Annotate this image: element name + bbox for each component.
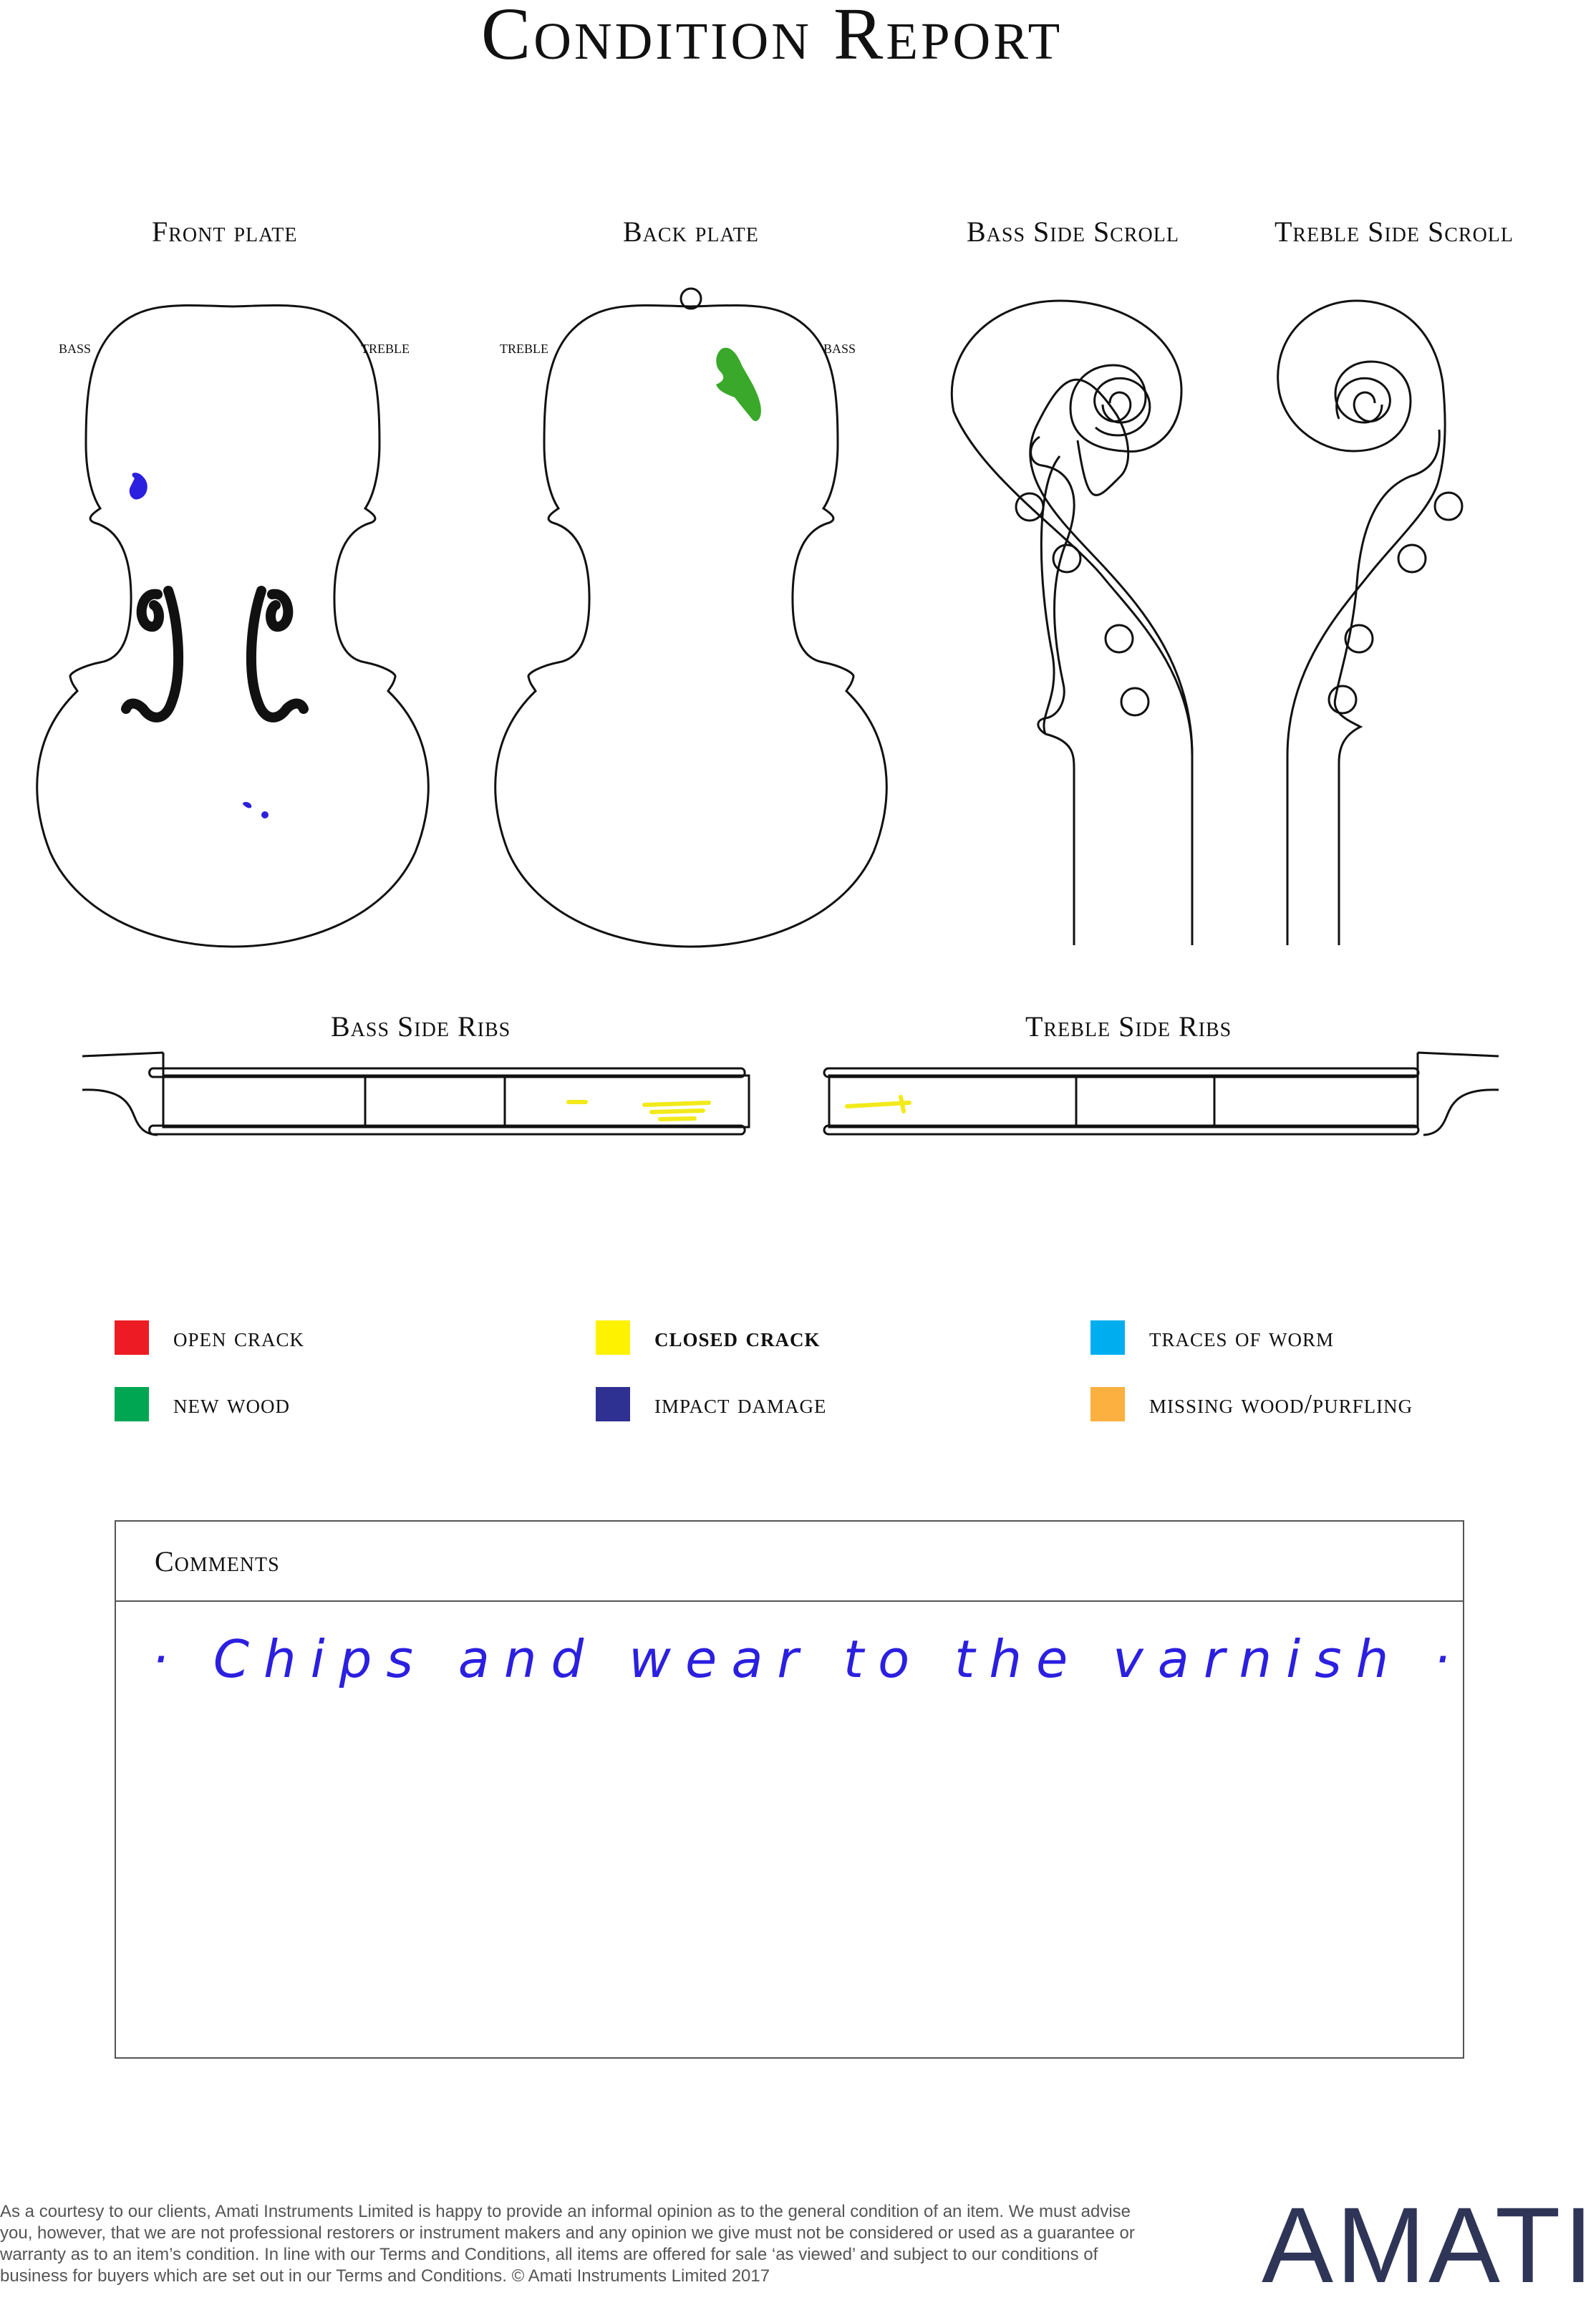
bass-peg-hole-4: [1121, 688, 1148, 715]
bass-scroll-body: [952, 301, 1192, 945]
treble-peg-hole-4: [1329, 686, 1356, 713]
comments-box: [115, 1520, 1464, 2059]
front-treble-label: treble: [361, 337, 410, 357]
legend-label: open crack: [173, 1323, 305, 1353]
closed-crack-swatch: [596, 1320, 630, 1355]
legend-label: closed crack: [654, 1323, 821, 1353]
back-plate-diagram: [487, 283, 902, 952]
back-plate-label: Back plate: [623, 216, 759, 248]
legend-label: traces of worm: [1149, 1323, 1335, 1353]
impact-damage-mark-1: [130, 473, 147, 499]
missing-wood-swatch: [1090, 1387, 1125, 1421]
open-crack-swatch: [115, 1320, 149, 1355]
back-treble-label: treble: [500, 337, 548, 357]
treble-scroll-label: Treble Side Scroll: [1275, 216, 1514, 248]
bass-ribs-neck: [82, 1053, 163, 1135]
comments-header: [116, 1522, 1463, 1602]
closed-crack-mark-2: [644, 1103, 709, 1119]
closed-crack-mark-3: [847, 1097, 909, 1111]
legend-label: new wood: [173, 1389, 290, 1419]
new-wood-swatch: [115, 1387, 149, 1421]
legend-label: impact damage: [654, 1389, 827, 1419]
bass-ribs-diagram: [79, 1045, 759, 1142]
legend-open-crack: [115, 1320, 304, 1355]
legend-impact-damage: [596, 1387, 827, 1421]
treble-ribs-label: Treble Side Ribs: [1025, 1010, 1232, 1043]
treble-scroll-diagram: [1275, 297, 1461, 949]
treble-peg-hole-1: [1435, 493, 1462, 520]
legend-new-wood: [115, 1387, 290, 1421]
front-plate-diagram: [36, 301, 430, 952]
impact-damage-swatch: [596, 1387, 630, 1421]
legend-traces-of-worm: [1090, 1320, 1334, 1355]
impact-damage-mark-3: [261, 811, 269, 818]
legend-label: missing wood/purfling: [1149, 1389, 1413, 1419]
bass-ribs-label: Bass Side Ribs: [331, 1010, 511, 1043]
back-bass-label: bass: [823, 337, 856, 357]
bass-scroll-label: Bass Side Scroll: [967, 216, 1179, 248]
bass-peg-hole-3: [1106, 625, 1133, 652]
comments-title: Comments: [155, 1545, 280, 1577]
new-wood-mark: [716, 348, 761, 421]
page-title: Condition Report: [480, 0, 1063, 75]
impact-damage-mark-2: [243, 802, 251, 808]
treble-ribs-diagram: [822, 1045, 1502, 1142]
legend-closed-crack: [596, 1320, 821, 1355]
back-plate-outline: [495, 305, 887, 947]
bass-scroll-diagram: [945, 297, 1210, 949]
traces-of-worm-swatch: [1090, 1320, 1125, 1355]
handwritten-comment: · Chips and wear to the varnish ·: [152, 1629, 1465, 1689]
disclaimer-text: As a courtesy to our clients, Amati Instruments Limited is happy to provide an informal opinion as to the general condition of an item. We must advise you, however, that we are not professional restorers or instrument makers and any opinion we give must not be considered or used as a guarantee or warranty as to an item’s condition. In line with our Terms and Conditions, all items are offered for sale ‘as viewed’ and subject to our conditions of business for buyers which are set out in our Terms and Conditions. © Amati Instruments Limited 2017: [0, 2202, 1135, 2286]
amati-logo: AMATI: [1262, 2185, 1596, 2305]
treble-peg-hole-2: [1398, 545, 1426, 572]
treble-f-hole: [251, 591, 304, 717]
front-plate-label: Front plate: [152, 216, 298, 248]
treble-ribs-neck: [1418, 1053, 1499, 1135]
treble-scroll-body: [1278, 301, 1445, 945]
bass-peg-hole-2: [1053, 545, 1080, 572]
legend-missing-wood-purfling: [1090, 1387, 1413, 1421]
treble-ribs-body: [829, 1076, 1418, 1127]
bass-f-hole: [126, 591, 178, 717]
front-bass-label: bass: [59, 337, 92, 357]
front-plate-outline: [37, 305, 429, 947]
